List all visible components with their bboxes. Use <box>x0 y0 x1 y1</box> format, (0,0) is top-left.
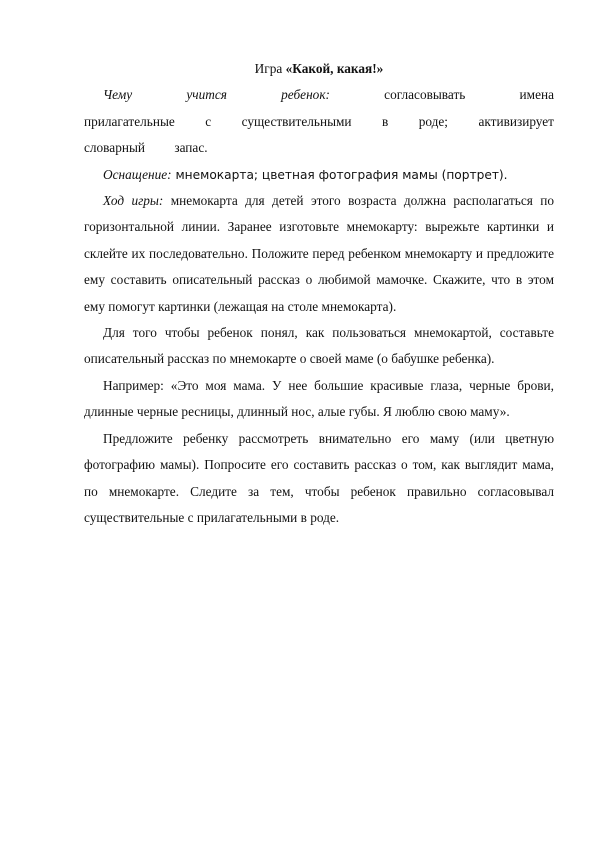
equipment-label: Оснащение: <box>103 166 172 182</box>
paragraph-task: Предложите ребенку рассмотреть внимательно его маму (или цветную фотографию мамы). Попросите его составить рассказ о том, как выглядит мама, по мнемокарте. Следите за тем, чтобы ребенок правильно согласовывал существительные с прилагательными в роде. <box>84 430 554 525</box>
goal-text: согласовывать имена прилагательные с существительными в роде; активизирует словарный запас. <box>84 87 554 156</box>
title-game-name: «Какой, какая!» <box>285 61 384 76</box>
game-course-text: мнемокарта для детей этого возраста должна располагаться по горизонтальной линии. Заранее изготовьте мнемокарту: вырежьте картинки и склейте их последовательно. Положите перед ребенком мнемокарту и предложите ему составить описательный рассказ о любимой мамочке. Скажите, что в этом ему помогут картинки (лежащая на столе мнемокарта). <box>84 193 554 314</box>
paragraph-game-course <box>84 188 554 320</box>
goal-label: Чему учится ребенок: <box>103 87 330 103</box>
equipment-text: мнемокарта; цветная фотография мамы (портрет). <box>171 167 508 182</box>
paragraph-equipment <box>84 162 554 188</box>
title-prefix: Игра <box>254 61 286 76</box>
game-course-label: Ход игры: <box>103 193 164 209</box>
paragraph-example: Например: «Это моя мама. У нее большие красивые глаза, черные брови, длинные черные ресницы, длинный нос, алые губы. Я люблю свою маму». <box>84 377 554 420</box>
document-title <box>84 56 554 82</box>
document-body <box>84 56 554 531</box>
paragraph-goal <box>84 82 554 161</box>
paragraph-explanation: Для того чтобы ребенок понял, как пользоваться мнемокартой, составьте описательный рассказ по мнемокарте о своей маме (о бабушке ребенка). <box>84 325 554 367</box>
